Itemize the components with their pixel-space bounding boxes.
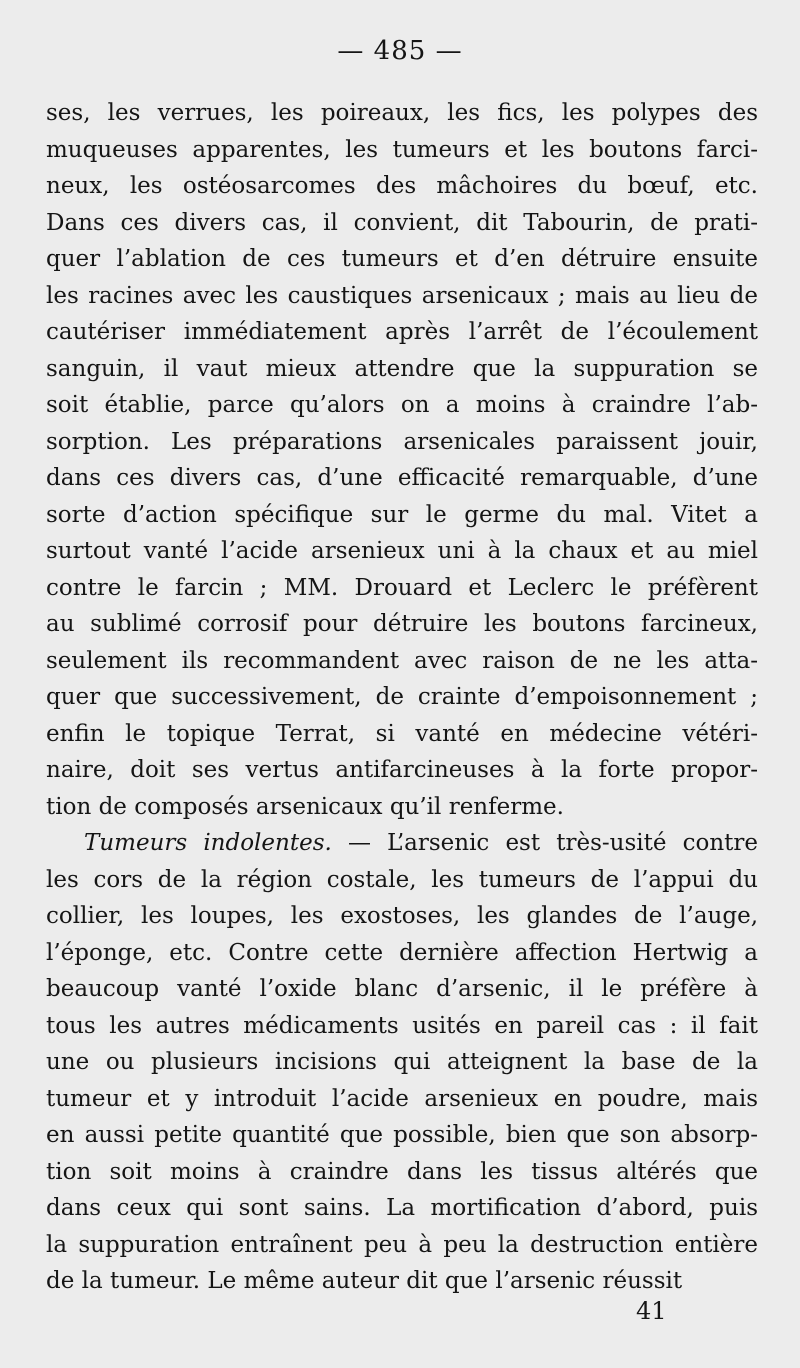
text-line: de la tumeur. Le même auteur dit que l’arsenic réussit [46, 1268, 683, 1294]
text-line: sorte d’action spécifique sur le germe du mal. Vitet a [46, 501, 758, 528]
text-line: une ou plusieurs incisions qui atteignent la base de la [46, 1049, 758, 1075]
text-line: ses, les verrues, les poireaux, les fics, les polypes des [46, 100, 758, 126]
text-line: sanguin, il vaut mieux attendre que la suppuration se [46, 355, 758, 382]
text-line: beaucoup vanté l’oxide blanc d’arsenic, il le préfère à [46, 976, 758, 1002]
text-line: contre le farcin ; MM. Drouard et Leclerc le préfèrent [46, 574, 758, 601]
text-line: en aussi petite quantité que possible, bien que son absorp- [46, 1122, 758, 1148]
text-line: quer l’ablation de ces tumeurs et d’en détruire ensuite [46, 246, 758, 272]
text-line: cautériser immédiatement après l’arrêt de l’écoulement [46, 319, 758, 345]
signature-mark: 41 [636, 1297, 667, 1325]
text-line: la suppuration entraînent peu à peu la destruction entière [46, 1231, 758, 1258]
text-line: enfin le topique Terrat, si vanté en médecine vétéri- [46, 720, 758, 747]
text-line: les cors de la région costale, les tumeurs de l’appui du [46, 866, 758, 893]
text-line: tion de composés arsenicaux qu’il renferme. [46, 793, 564, 820]
text-line: sorption. Les préparations arsenicales paraissent jouir, [46, 428, 758, 455]
text-line: tumeur et y introduit l’acide arsenieux en poudre, mais [46, 1085, 758, 1112]
text-line: neux, les ostéosarcomes des mâchoires du bœuf, etc. [46, 173, 758, 199]
page-body [46, 95, 758, 1300]
paragraph-arsenic-uses [46, 95, 758, 825]
section-heading-italic: Tumeurs indolentes. [84, 830, 332, 856]
text-line: quer que successivement, de crainte d’empoisonnement ; [46, 684, 758, 710]
text-line: l’éponge, etc. Contre cette dernière affection Hertwig a [46, 939, 758, 966]
text-line: tous les autres médicaments usités en pareil cas : il fait [46, 1012, 758, 1039]
text-line: collier, les loupes, les exostoses, les glandes de l’auge, [46, 903, 758, 929]
text-line: Dans ces divers cas, il convient, dit Tabourin, de prati- [46, 209, 758, 236]
text-line: surtout vanté l’acide arsenieux uni à la chaux et au miel [46, 538, 758, 564]
text-line: les racines avec les caustiques arsenicaux ; mais au lieu de [46, 282, 758, 309]
lead-line-rest: — L’arsenic est très-usité contre [331, 830, 758, 856]
page-number: — 485 — [337, 36, 463, 66]
text-line: naire, doit ses vertus antifarcineuses à la forte propor- [46, 757, 758, 783]
paragraph-tumeurs-indolentes [46, 825, 758, 1300]
paragraph-lead-line [46, 825, 758, 862]
text-line: muqueuses apparentes, les tumeurs et les boutons farci- [46, 136, 758, 163]
text-line: soit établie, parce qu’alors on a moins à craindre l’ab- [46, 392, 758, 418]
text-line: dans ceux qui sont sains. La mortification d’abord, puis [46, 1195, 758, 1221]
text-line: dans ces divers cas, d’une efficacité remarquable, d’une [46, 465, 758, 491]
text-line: tion soit moins à craindre dans les tissus altérés que [46, 1158, 758, 1185]
text-line: seulement ils recommandent avec raison de ne les atta- [46, 647, 758, 674]
text-line: au sublimé corrosif pour détruire les boutons farcineux, [46, 611, 758, 637]
